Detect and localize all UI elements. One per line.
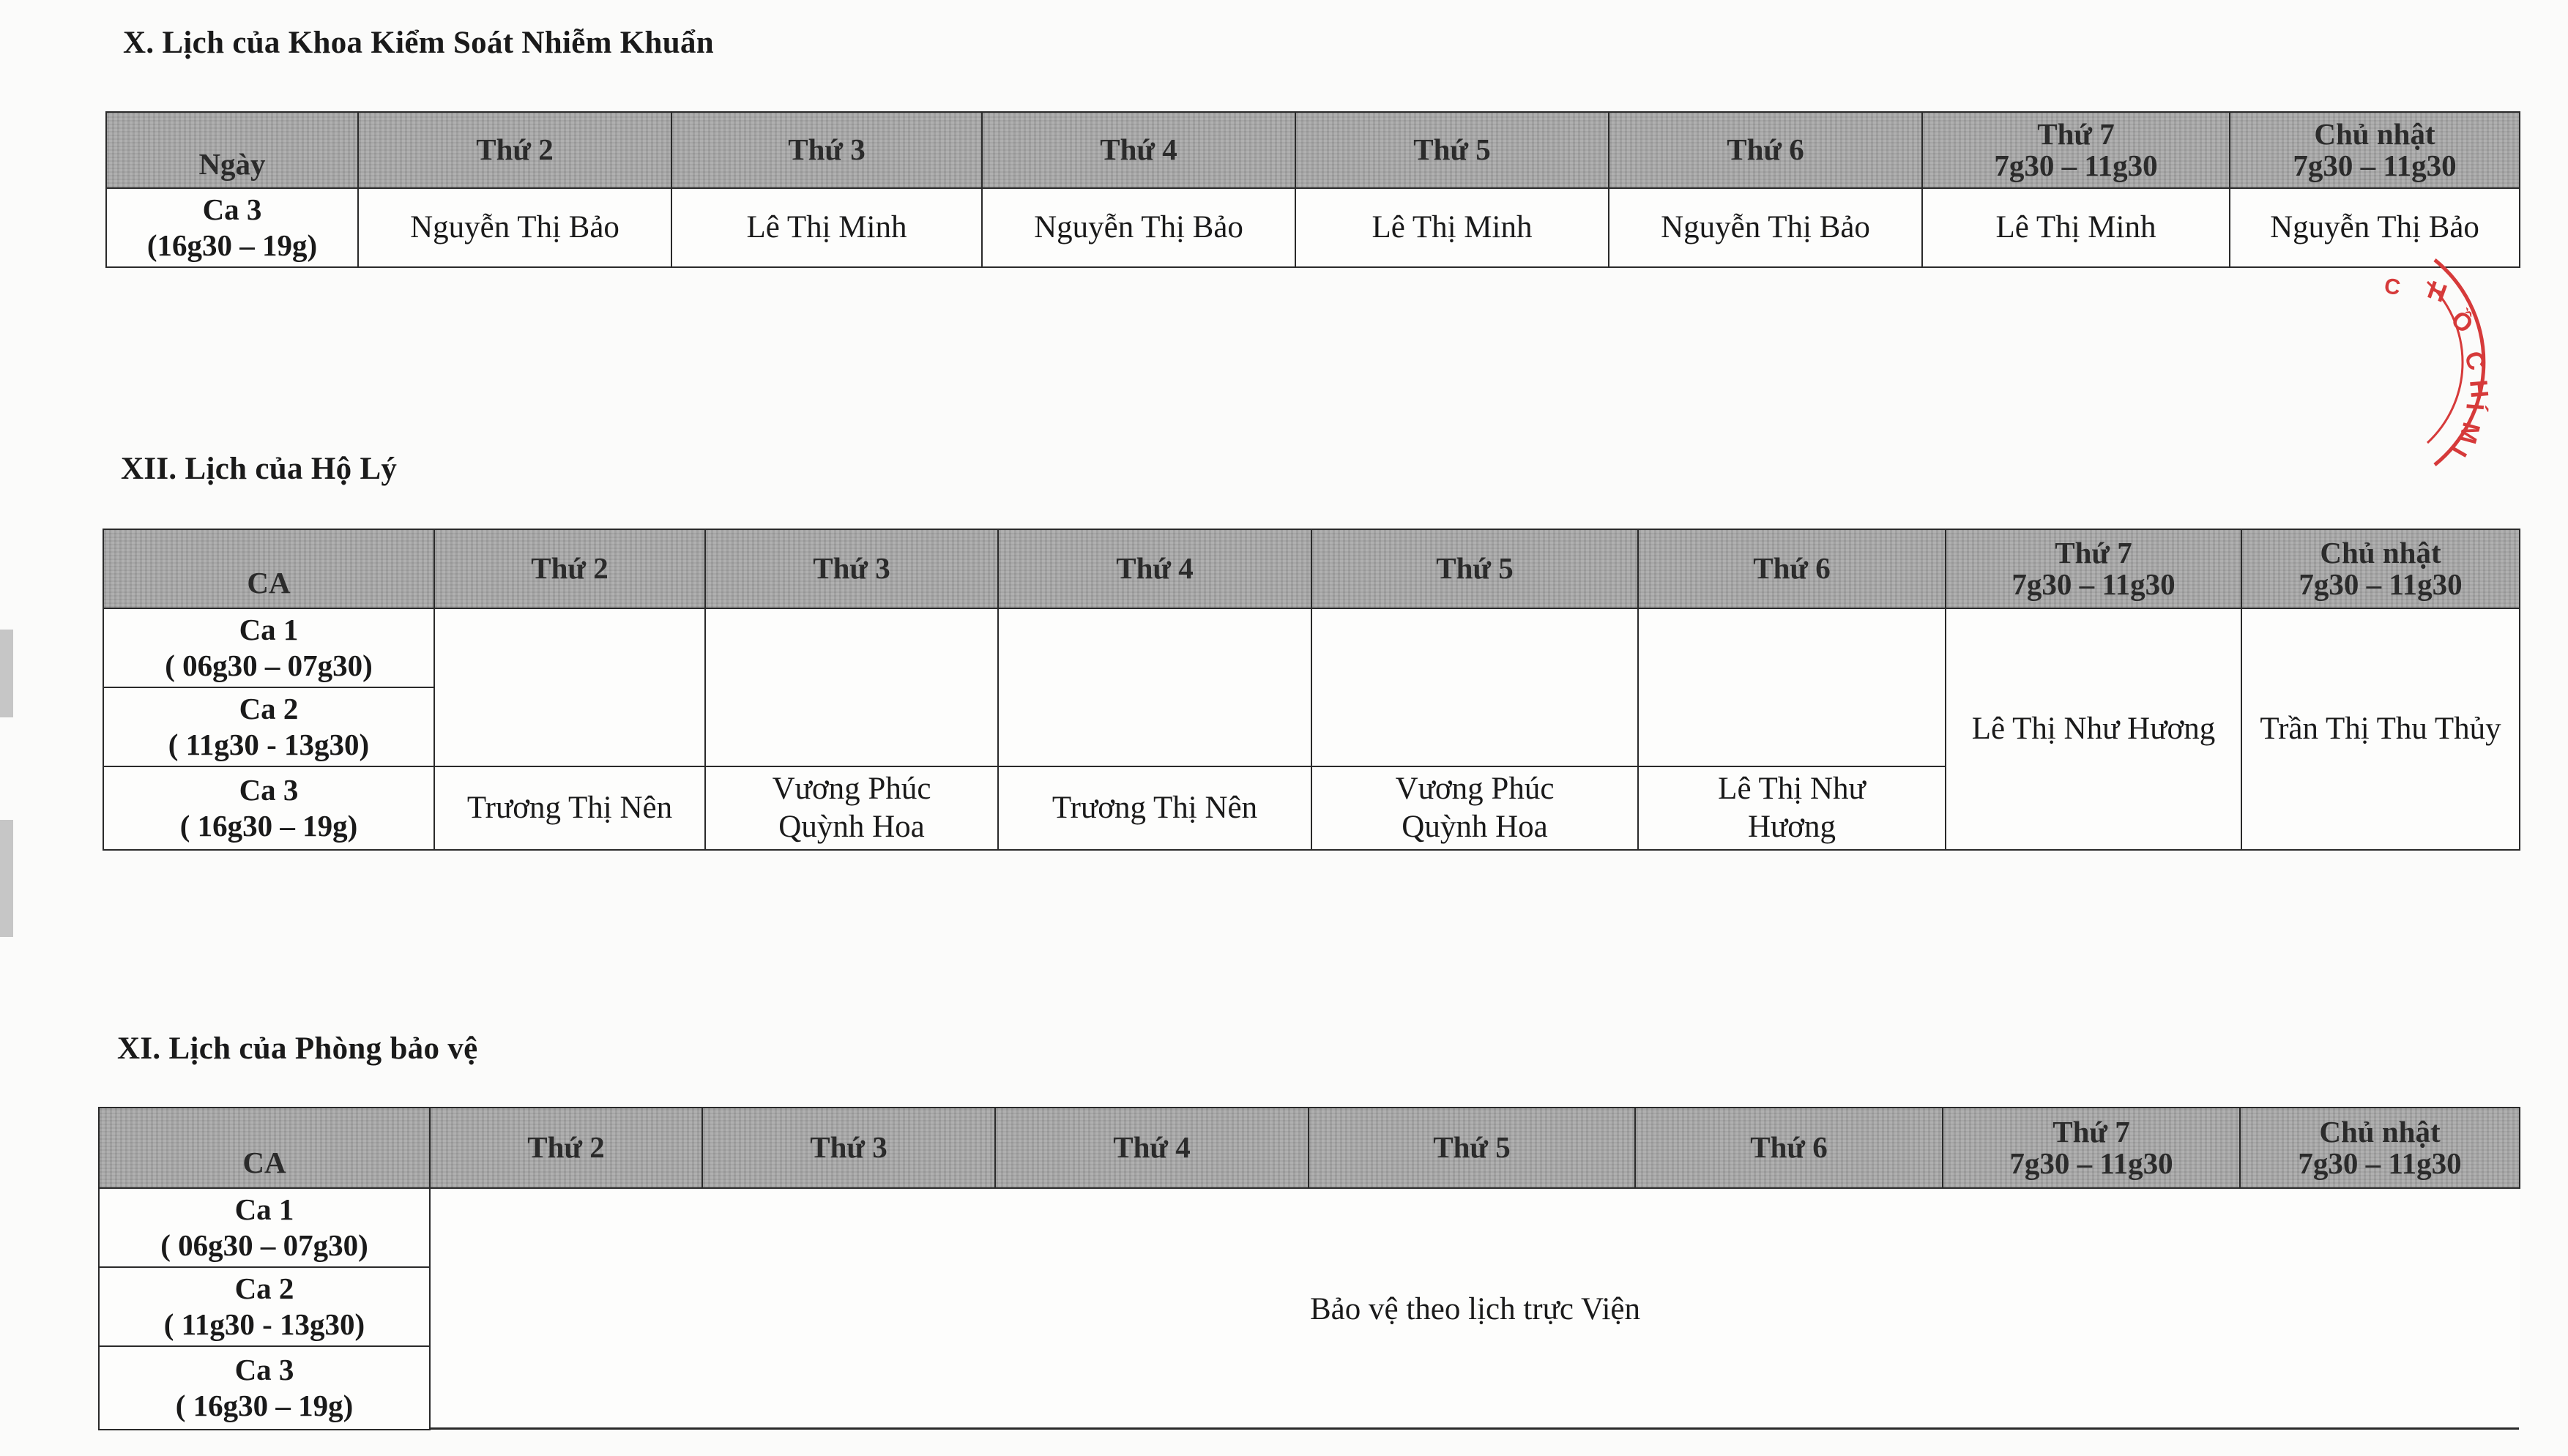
svg-text:H: H xyxy=(2424,275,2451,308)
header-cell-thu5: Thứ 5 xyxy=(1311,529,1638,608)
section-xii-title: XII. Lịch của Hộ Lý xyxy=(121,452,398,486)
header-cell-thu7: Thứ 7 7g30 – 11g30 xyxy=(1946,529,2241,608)
shift-cell: Ca 1 ( 06g30 – 07g30) xyxy=(103,608,434,687)
table-header-row xyxy=(106,112,2520,188)
merged-note-cell: Bảo vệ theo lịch trực Viện xyxy=(430,1188,2520,1430)
header-cell-chunhat: Chủ nhật 7g30 – 11g30 xyxy=(2241,529,2520,608)
section-xi-table xyxy=(98,1107,2520,1430)
schedule-cell: Nguyễn Thị Bảo xyxy=(2230,188,2520,267)
schedule-cell: Nguyễn Thị Bảo xyxy=(358,188,671,267)
header-cell-thu2: Thứ 2 xyxy=(358,112,671,188)
header-cell-thu4: Thứ 4 xyxy=(982,112,1295,188)
scan-artifact xyxy=(0,820,13,937)
shift-cell: Ca 2 ( 11g30 - 13g30) xyxy=(103,687,434,766)
svg-text:I: I xyxy=(2444,441,2472,462)
header-cell-thu3: Thứ 3 xyxy=(671,112,982,188)
schedule-cell-sunday: Trần Thị Thu Thủy xyxy=(2241,608,2520,850)
shift-cell: Ca 2 ( 11g30 - 13g30) xyxy=(99,1267,430,1346)
header-cell-thu6: Thứ 6 xyxy=(1638,529,1946,608)
schedule-cell: Nguyễn Thị Bảo xyxy=(982,188,1295,267)
schedule-cell-empty xyxy=(434,608,705,766)
header-cell-thu7: Thứ 7 7g30 – 11g30 xyxy=(1943,1108,2240,1188)
section-xii-table xyxy=(103,529,2520,851)
svg-text:C: C xyxy=(2383,274,2403,300)
schedule-cell-empty xyxy=(1638,608,1946,766)
table-bottom-rule xyxy=(429,1427,2519,1430)
shift-cell: Ca 3 (16g30 – 19g) xyxy=(106,188,358,267)
table-row xyxy=(106,188,2520,267)
scan-artifact xyxy=(0,630,13,717)
schedule-cell: Trương Thị Nên xyxy=(434,766,705,850)
header-cell-first: CA xyxy=(103,529,434,608)
schedule-cell: Lê Thị Như Hương xyxy=(1638,766,1946,850)
table-header-row xyxy=(103,529,2520,608)
header-cell-thu2: Thứ 2 xyxy=(430,1108,702,1188)
schedule-cell: Vương Phúc Quỳnh Hoa xyxy=(1311,766,1638,850)
header-cell-chunhat: Chủ nhật 7g30 – 11g30 xyxy=(2230,112,2520,188)
schedule-cell: Lê Thị Minh xyxy=(1922,188,2230,267)
svg-text:C: C xyxy=(2458,347,2491,374)
header-cell-thu7: Thứ 7 7g30 – 11g30 xyxy=(1922,112,2230,188)
schedule-cell: Trương Thị Nên xyxy=(998,766,1311,850)
header-cell-thu3: Thứ 3 xyxy=(705,529,998,608)
svg-text:M: M xyxy=(2452,419,2485,447)
header-cell-thu2: Thứ 2 xyxy=(434,529,705,608)
header-cell-thu3: Thứ 3 xyxy=(702,1108,995,1188)
section-x-table xyxy=(105,111,2520,268)
header-cell-thu4: Thứ 4 xyxy=(995,1108,1309,1188)
shift-cell: Ca 3 ( 16g30 – 19g) xyxy=(99,1346,430,1430)
schedule-cell-empty xyxy=(998,608,1311,766)
header-cell-first: CA xyxy=(99,1108,430,1188)
schedule-cell: Vương Phúc Quỳnh Hoa xyxy=(705,766,998,850)
schedule-cell-saturday: Lê Thị Như Hương xyxy=(1946,608,2241,850)
header-cell-chunhat: Chủ nhật 7g30 – 11g30 xyxy=(2240,1108,2520,1188)
section-xi-title: XI. Lịch của Phòng bảo vệ xyxy=(117,1031,478,1066)
schedule-cell-empty xyxy=(1311,608,1638,766)
table-row xyxy=(99,1188,2520,1267)
svg-text:Í: Í xyxy=(2460,402,2489,412)
shift-cell: Ca 3 ( 16g30 – 19g) xyxy=(103,766,434,850)
shift-cell: Ca 1 ( 06g30 – 07g30) xyxy=(99,1188,430,1267)
table-header-row xyxy=(99,1108,2520,1188)
schedule-cell: Lê Thị Minh xyxy=(1295,188,1609,267)
schedule-cell-empty xyxy=(705,608,998,766)
header-cell-first: Ngày xyxy=(106,112,358,188)
header-cell-thu6: Thứ 6 xyxy=(1635,1108,1943,1188)
header-cell-thu6: Thứ 6 xyxy=(1609,112,1922,188)
header-cell-thu5: Thứ 5 xyxy=(1309,1108,1635,1188)
schedule-cell: Lê Thị Minh xyxy=(671,188,982,267)
schedule-cell: Nguyễn Thị Bảo xyxy=(1609,188,1922,267)
header-cell-thu5: Thứ 5 xyxy=(1295,112,1609,188)
svg-text:Ồ: Ồ xyxy=(2445,305,2479,340)
section-x-title: X. Lịch của Khoa Kiểm Soát Nhiễm Khuẩn xyxy=(123,26,714,60)
svg-text:H: H xyxy=(2464,378,2494,400)
red-stamp xyxy=(2383,253,2523,472)
header-cell-thu4: Thứ 4 xyxy=(998,529,1311,608)
table-row xyxy=(103,608,2520,687)
